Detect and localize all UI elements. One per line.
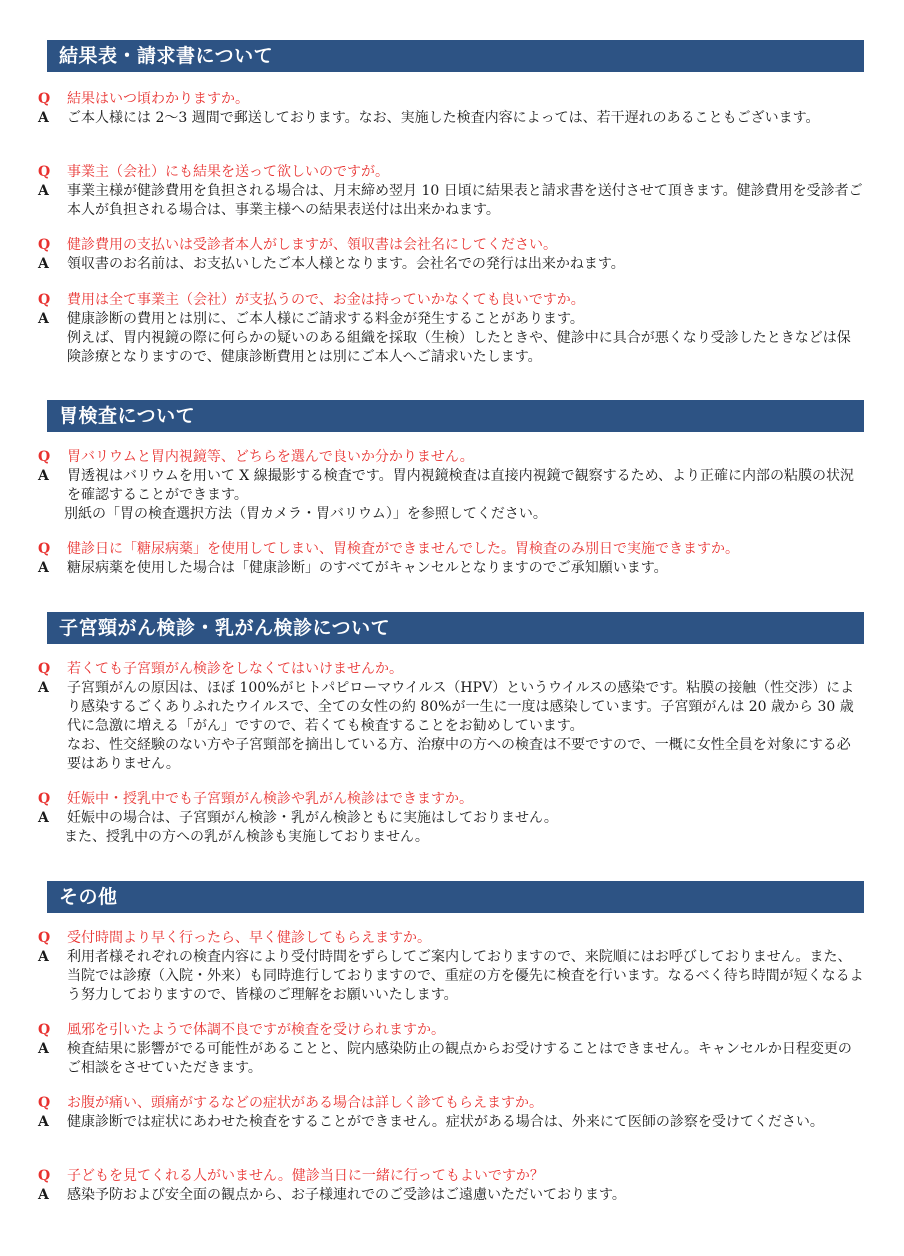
question-row <box>38 1167 864 1186</box>
answer-continuation: なお、性交経験のない方や子宮頸部を摘出している方、治療中の方への検査は不要ですので、一概に女性全員を対象にする必要はありません。 <box>67 737 851 772</box>
question-row <box>38 236 864 255</box>
answer-text: 子宮頸がんの原因は、ほぼ 100%がヒトパピローマウイルス（HPV）というウイルスの感染です。粘膜の接触（性交渉）により感染するごくありふれたウイルスで、全ての女性の約 80%が一生に一度は感染しています。子宮頸がんは 20 歳から 30 歳代に急激に増える「がん」ですので、若くても検査することをお勧めしています。 <box>67 680 855 734</box>
faq-item <box>38 1094 864 1132</box>
question-row <box>38 1094 864 1113</box>
faq-item <box>38 929 864 1005</box>
q-mark: Q <box>38 1022 51 1038</box>
section-header-other: その他 <box>47 881 864 913</box>
answer-row <box>38 109 864 128</box>
q-mark: Q <box>38 661 51 677</box>
answer-text: ご本人様には 2〜3 週間で郵送しております。なお、実施した検査内容によっては、若干遅れのあることもございます。 <box>67 110 820 126</box>
a-mark: A <box>38 256 49 272</box>
answer-continuation: 例えば、胃内視鏡の際に何らかの疑いのある組織を採取（生検）したときや、健診中に具合が悪くなり受診したときなどは保険診療となりますので、健康診断費用とは別にご本人へご請求いたします。 <box>67 330 851 365</box>
q-mark: Q <box>38 237 51 253</box>
question-row <box>38 448 864 467</box>
question-text: 健診日に「糖尿病薬」を使用してしまい、胃検査ができませんでした。胃検査のみ別日で実施できますか。 <box>67 541 739 557</box>
question-row <box>38 540 864 559</box>
q-mark: Q <box>38 1168 51 1184</box>
answer-continuation: また、授乳中の方への乳がん検診も実施しておりません。 <box>64 829 429 845</box>
answer-text: 検査結果に影響がでる可能性があることと、院内感染防止の観点からお受けすることはできません。キャンセルか日程変更のご相談をさせていただきます。 <box>67 1041 852 1076</box>
answer-row <box>38 809 864 828</box>
a-mark: A <box>38 949 49 965</box>
q-mark: Q <box>38 91 51 107</box>
answer-text: 糖尿病薬を使用した場合は「健康診断」のすべてがキャンセルとなりますのでご承知願います。 <box>67 560 668 576</box>
answer-text: 利用者様それぞれの検査内容により受付時間をずらしてご案内しておりますので、来院順にはお呼びしておりません。また、当院では診療（入院・外来）も同時進行しておりますので、重症の方を優先に検査を行います。なるべく待ち時間が短くなるよう努力しておりますので、皆様のご理解をお願いいたします。 <box>67 949 864 1003</box>
question-row <box>38 790 864 809</box>
answer-text: 健康診断の費用とは別に、ご本人様にご請求する料金が発生することがあります。 <box>67 311 584 327</box>
question-row <box>38 163 864 182</box>
faq-item <box>38 163 864 220</box>
q-mark: Q <box>38 164 51 180</box>
a-mark: A <box>38 680 49 696</box>
answer-text: 領収書のお名前は、お支払いしたご本人様となります。会社名での発行は出来かねます。 <box>67 256 625 272</box>
answer-row <box>38 467 864 505</box>
question-text: 結果はいつ頃わかりますか。 <box>67 91 249 107</box>
answer-text: 胃透視はバリウムを用いて X 線撮影する検査です。胃内視鏡検査は直接内視鏡で観察するため、より正確に内部の粘膜の状況を確認することができます。 <box>67 468 855 503</box>
section-header-stomach: 胃検査について <box>47 400 864 432</box>
answer-text: 妊娠中の場合は、子宮頸がん検診・乳がん検診ともに実施はしておりません。 <box>67 810 558 826</box>
faq-item <box>38 448 864 524</box>
answer-text: 健康診断では症状にあわせた検査をすることができません。症状がある場合は、外来にて医師の診察を受けてください。 <box>67 1114 824 1130</box>
faq-item <box>38 660 864 774</box>
answer-row <box>38 679 864 736</box>
question-row <box>38 1021 864 1040</box>
question-text: 若くても子宮頸がん検診をしなくてはいけませんか。 <box>67 661 403 677</box>
a-mark: A <box>38 1041 49 1057</box>
question-text: 妊娠中・授乳中でも子宮頸がん検診や乳がん検診はできますか。 <box>67 791 473 807</box>
answer-row <box>38 1186 864 1205</box>
section-header-cervical-breast: 子宮頸がん検診・乳がん検診について <box>47 612 864 644</box>
a-mark: A <box>38 810 49 826</box>
section-header-results-billing: 結果表・請求書について <box>47 40 864 72</box>
answer-text: 事業主様が健診費用を負担される場合は、月末締め翌月 10 日頃に結果表と請求書を送付させて頂きます。健診費用を受診者ご本人が負担される場合は、事業主様への結果表送付は出来かねます。 <box>67 183 863 218</box>
answer-row <box>38 182 864 220</box>
a-mark: A <box>38 1187 49 1203</box>
q-mark: Q <box>38 449 51 465</box>
answer-row <box>38 310 864 329</box>
question-row <box>38 90 864 109</box>
faq-item <box>38 790 864 847</box>
answer-continuation: 別紙の「胃の検査選択方法（胃カメラ・胃バリウム）」を参照してください。 <box>64 506 547 522</box>
q-mark: Q <box>38 791 51 807</box>
faq-item <box>38 236 864 274</box>
question-text: 胃バリウムと胃内視鏡等、どちらを選んで良いか分かりません。 <box>67 449 474 465</box>
a-mark: A <box>38 311 49 327</box>
a-mark: A <box>38 183 49 199</box>
answer-text: 感染予防および安全面の観点から、お子様連れでのご受診はご遠慮いただいております。 <box>67 1187 626 1203</box>
q-mark: Q <box>38 930 51 946</box>
faq-item <box>38 1021 864 1078</box>
faq-item <box>38 90 864 128</box>
question-row <box>38 660 864 679</box>
answer-row <box>38 255 864 274</box>
question-text: 受付時間より早く行ったら、早く健診してもらえますか。 <box>67 930 431 946</box>
answer-row <box>38 1113 864 1132</box>
faq-item <box>38 291 864 367</box>
a-mark: A <box>38 1114 49 1130</box>
question-row <box>38 929 864 948</box>
question-row <box>38 291 864 310</box>
a-mark: A <box>38 110 49 126</box>
q-mark: Q <box>38 1095 51 1111</box>
a-mark: A <box>38 468 49 484</box>
question-text: 費用は全て事業主（会社）が支払うので、お金は持っていかなくても良いですか。 <box>67 292 585 308</box>
question-text: 子どもを見てくれる人がいません。健診当日に一緒に行ってもよいですか？ <box>67 1168 544 1184</box>
answer-row <box>38 559 864 578</box>
answer-row <box>38 948 864 1005</box>
faq-item <box>38 540 864 578</box>
q-mark: Q <box>38 541 51 557</box>
faq-item <box>38 1167 864 1205</box>
question-text: お腹が痛い、頭痛がするなどの症状がある場合は詳しく診てもらえますか。 <box>67 1095 543 1111</box>
answer-row <box>38 1040 864 1078</box>
question-text: 健診費用の支払いは受診者本人がしますが、領収書は会社名にしてください。 <box>67 237 557 253</box>
a-mark: A <box>38 560 49 576</box>
q-mark: Q <box>38 292 51 308</box>
question-text: 風邪を引いたようで体調不良ですが検査を受けられますか。 <box>67 1022 445 1038</box>
question-text: 事業主（会社）にも結果を送って欲しいのですが。 <box>67 164 389 180</box>
